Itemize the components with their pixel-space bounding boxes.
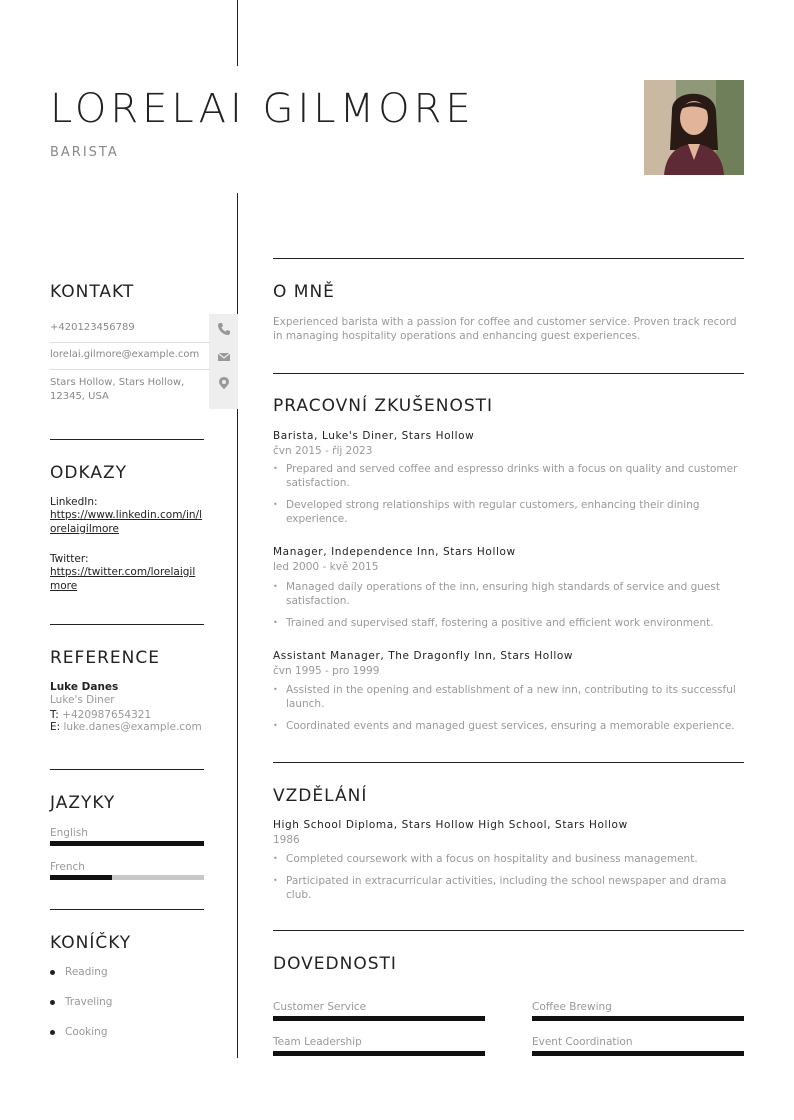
location-pin-icon — [217, 376, 231, 390]
bullet-icon — [50, 970, 55, 975]
contact-address: Stars Hollow, Stars Hollow, 12345, USA — [50, 377, 185, 402]
language-item — [50, 861, 204, 880]
job-bullet: • Trained and supervised staff, fostering a positive and efficient work environment. — [273, 616, 743, 630]
skill-name: Team Leadership — [273, 1036, 362, 1048]
references-section-title: REFERENCE — [50, 648, 160, 668]
section-divider — [50, 769, 204, 770]
link-item-twitter — [50, 553, 204, 593]
link-label: LinkedIn: — [50, 496, 98, 508]
skill-level-fill — [273, 1051, 485, 1056]
link-label: Twitter: — [50, 553, 89, 565]
skills-section-title: DOVEDNOSTI — [273, 954, 397, 974]
language-level-fill — [50, 875, 112, 880]
job-title: Barista, Luke's Diner, Stars Hollow — [273, 430, 475, 442]
vertical-divider-top — [237, 0, 238, 66]
twitter-link[interactable]: https://twitter.com/lorelaigilmore — [50, 566, 196, 592]
skill-name: Event Coordination — [532, 1036, 633, 1048]
experience-section-title: PRACOVNÍ ZKUŠENOSTI — [273, 396, 494, 416]
reference-name: Luke Danes — [50, 681, 119, 693]
reference-email[interactable]: luke.danes@example.com — [63, 721, 202, 733]
job-date: led 2000 - kvě 2015 — [273, 561, 379, 573]
reference-phone-row — [50, 709, 204, 721]
hobby-item: Cooking — [50, 1026, 108, 1038]
reference-phone[interactable]: +420987654321 — [62, 709, 152, 721]
skill-name: Coffee Brewing — [532, 1001, 612, 1013]
job-bullet: • Prepared and served coffee and espresso drinks with a focus on quality and customer satisfaction. — [273, 462, 743, 490]
skill-item — [273, 1036, 485, 1056]
skill-item — [532, 1001, 744, 1021]
reference-company: Luke's Diner — [50, 694, 115, 706]
languages-section-title: JAZYKY — [50, 793, 116, 813]
section-divider — [273, 930, 744, 931]
skill-level-bar — [532, 1051, 744, 1056]
reference-email-label: E: — [50, 721, 61, 733]
section-divider — [273, 373, 744, 374]
language-level-fill — [50, 841, 204, 846]
language-level-bar — [50, 875, 204, 880]
profile-photo — [644, 80, 744, 175]
link-item-linkedin — [50, 496, 204, 536]
about-text: Experienced barista with a passion for coffee and customer service. Proven track record in managing hospitality operations and enhancing guest experiences. — [273, 316, 737, 342]
hobby-item: Traveling — [50, 996, 112, 1008]
about-section-title: O MNĚ — [273, 282, 335, 302]
links-section-title: ODKAZY — [50, 463, 127, 483]
skill-level-fill — [273, 1016, 485, 1021]
contact-separator — [50, 369, 210, 370]
education-bullet: • Completed coursework with a focus on hospitality and business management. — [273, 852, 743, 866]
education-degree: High School Diploma, Stars Hollow High School, Stars Hollow — [273, 819, 628, 831]
language-level-bar — [50, 841, 204, 846]
job-date: čvn 2015 - říj 2023 — [273, 445, 373, 457]
section-divider — [273, 762, 744, 763]
contact-section-title: KONTAKT — [50, 282, 135, 302]
skill-name: Customer Service — [273, 1001, 367, 1013]
education-year: 1986 — [273, 834, 300, 846]
skill-item — [273, 1001, 485, 1021]
linkedin-link[interactable]: https://www.linkedin.com/in/lorelaigilmore — [50, 509, 202, 535]
section-divider — [273, 258, 744, 259]
reference-entry — [50, 681, 204, 733]
job-bullet: • Developed strong relationships with regular customers, enhancing their dining experience. — [273, 498, 743, 526]
job-bullet: • Assisted in the opening and establishment of a new inn, contributing to its successful launch. — [273, 683, 743, 711]
reference-phone-label: T: — [50, 709, 59, 721]
language-item — [50, 827, 204, 846]
job-title: Manager, Independence Inn, Stars Hollow — [273, 546, 516, 558]
bullet-icon — [50, 1030, 55, 1035]
section-divider — [50, 909, 204, 910]
hobbies-section-title: KONÍČKY — [50, 933, 132, 953]
candidate-name: LORELAI GILMORE — [50, 86, 475, 132]
skill-item — [532, 1036, 744, 1056]
bullet-icon — [50, 1000, 55, 1005]
job-title: Assistant Manager, The Dragonfly Inn, Stars Hollow — [273, 650, 574, 662]
job-bullet: • Managed daily operations of the inn, ensuring high standards of service and guest satisfaction. — [273, 580, 743, 608]
job-date: čvn 1995 - pro 1999 — [273, 665, 380, 677]
section-divider — [50, 439, 204, 440]
skill-level-bar — [532, 1016, 744, 1021]
hobby-item: Reading — [50, 966, 108, 978]
education-bullet: • Participated in extracurricular activities, including the school newspaper and drama club. — [273, 874, 743, 902]
reference-email-row — [50, 721, 204, 733]
contact-separator — [50, 342, 210, 343]
job-bullet: • Coordinated events and managed guest services, ensuring a memorable experience. — [273, 719, 743, 733]
section-divider — [50, 624, 204, 625]
contact-phone[interactable]: +420123456789 — [50, 322, 135, 333]
education-section-title: VZDĚLÁNÍ — [273, 786, 368, 806]
skill-level-fill — [532, 1051, 744, 1056]
language-name: French — [50, 861, 85, 873]
skill-level-fill — [532, 1016, 744, 1021]
skill-level-bar — [273, 1051, 485, 1056]
language-name: English — [50, 827, 88, 839]
skill-level-bar — [273, 1016, 485, 1021]
candidate-title: BARISTA — [50, 145, 119, 160]
contact-email[interactable]: lorelai.gilmore@example.com — [50, 349, 200, 360]
